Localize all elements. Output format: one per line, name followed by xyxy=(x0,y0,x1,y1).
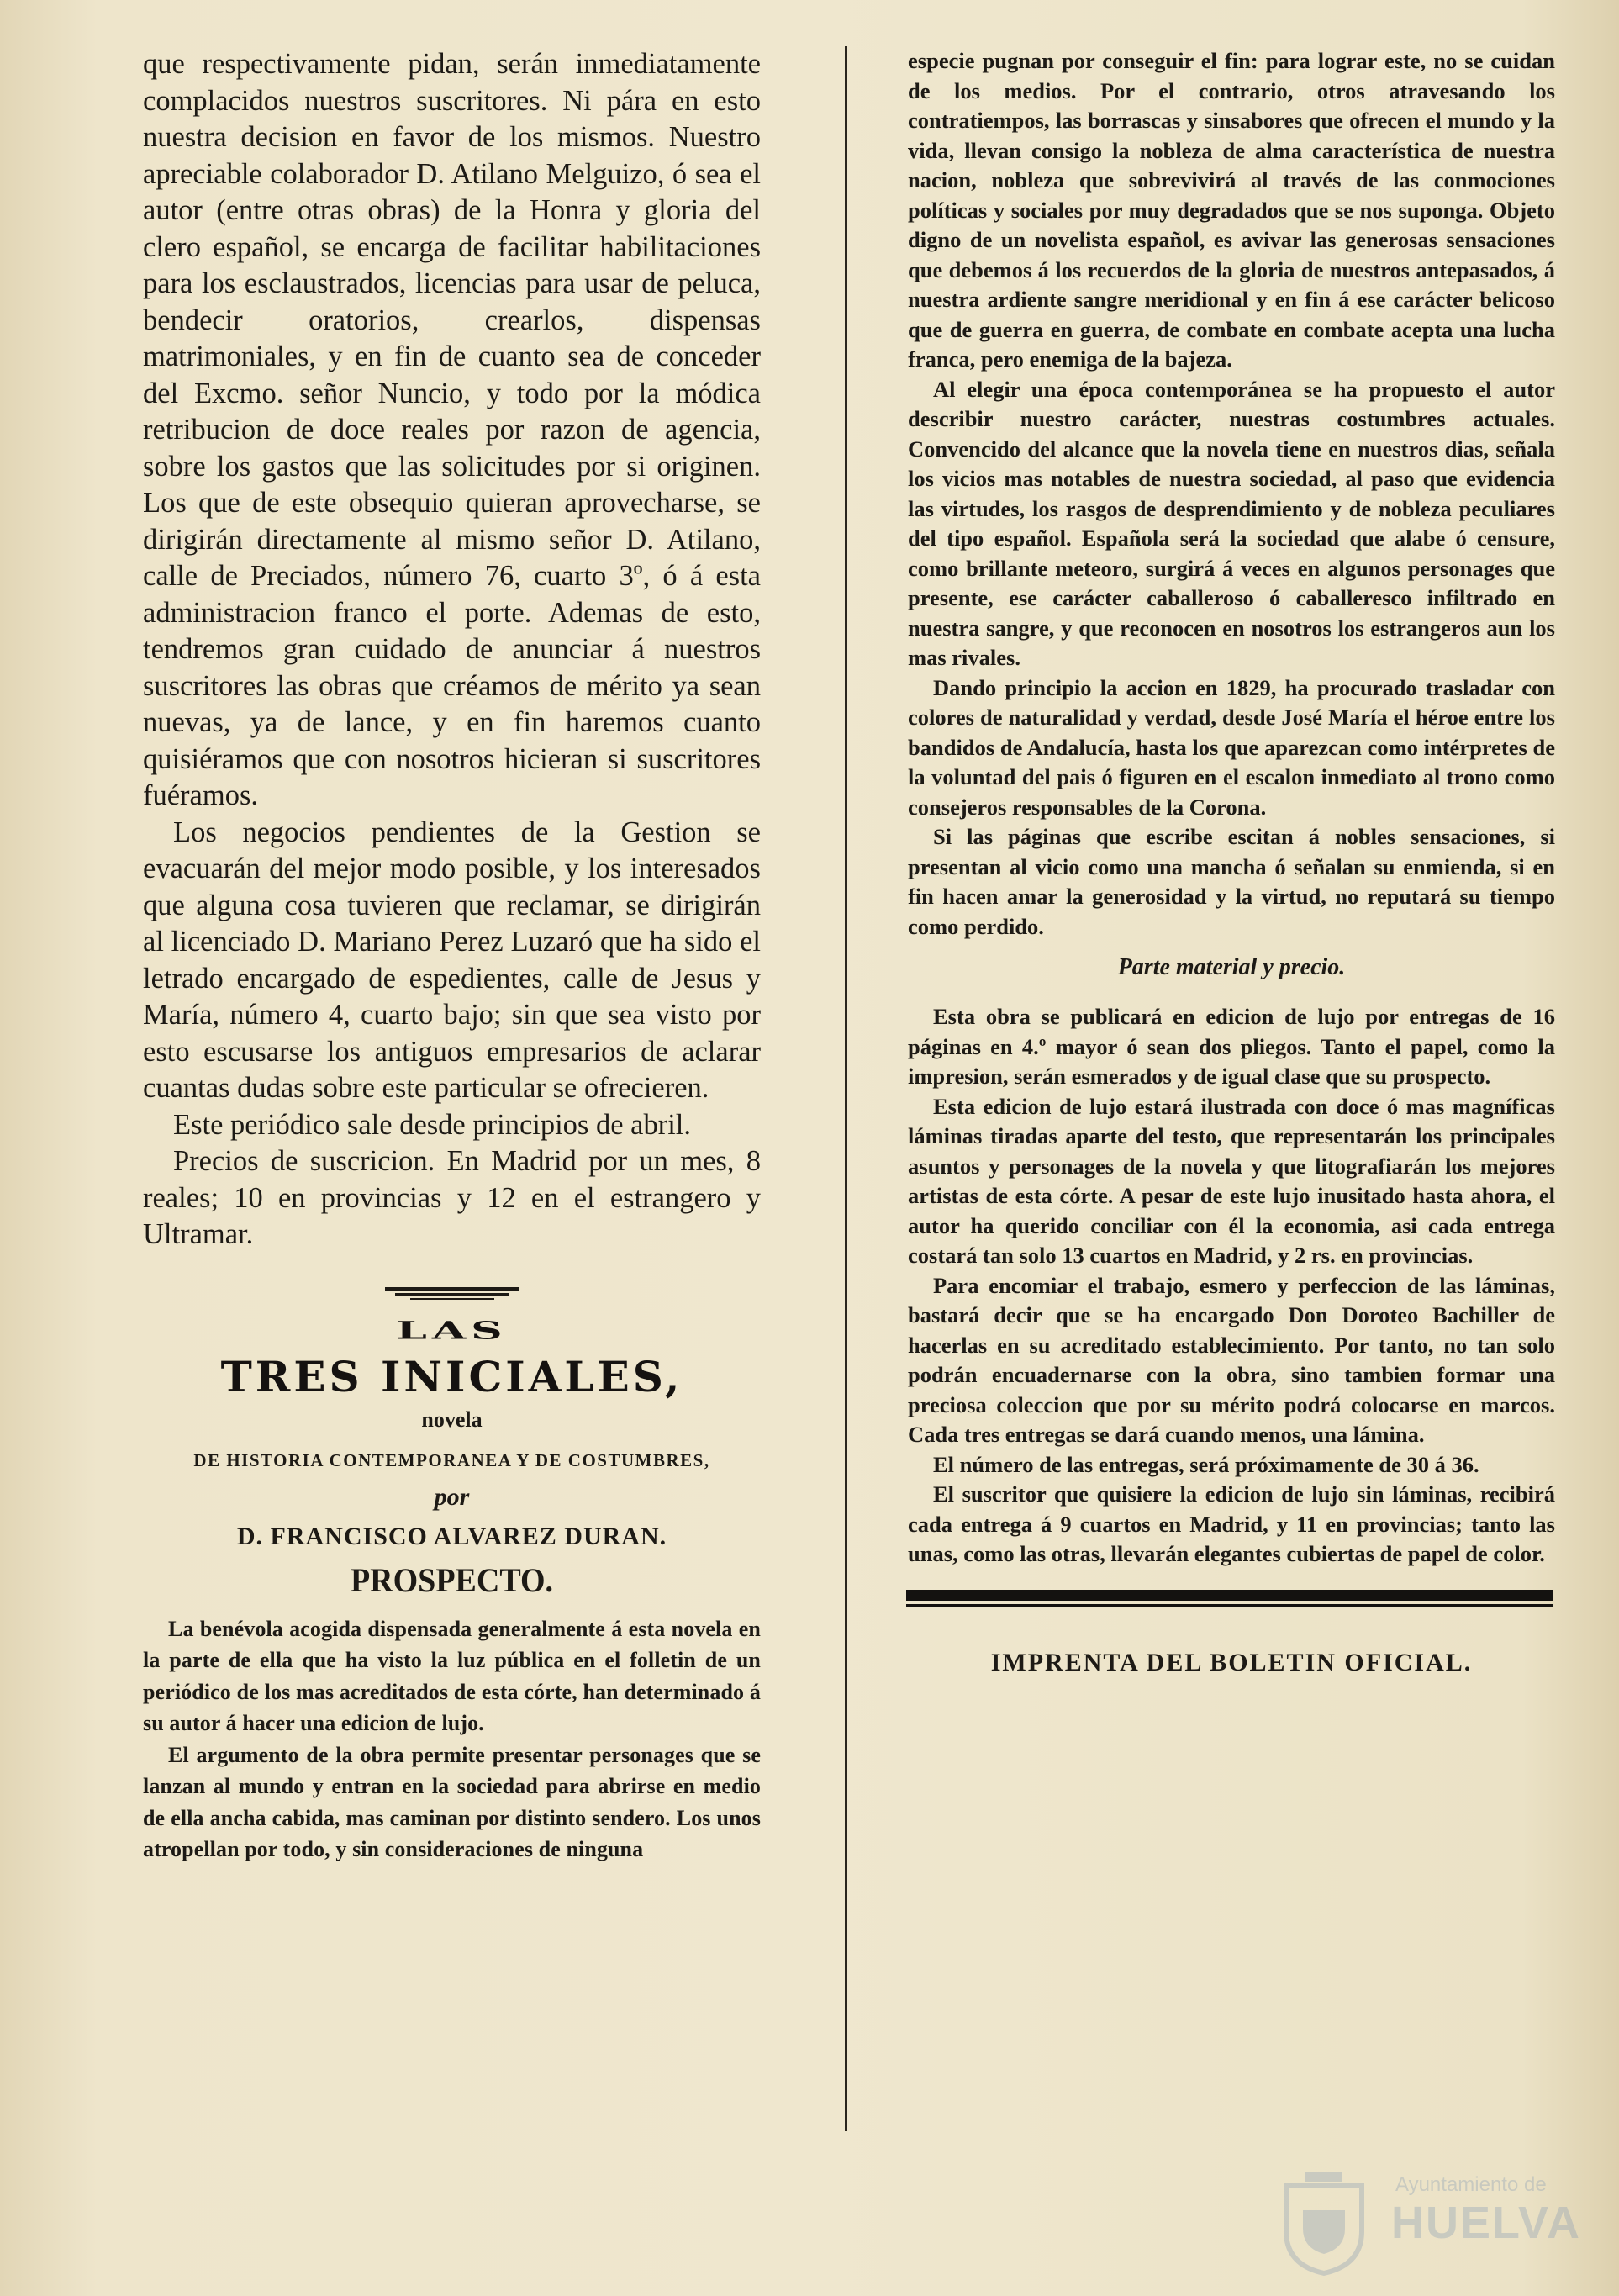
title-por: por xyxy=(434,1482,470,1511)
paragraph: Dando principio la accion en 1829, ha procurado trasladar con colores de naturalidad y verdad, desde José María el héroe entre los bandidos de Andalucía, hasta los que aparezcan como intérpretes de la voluntad del pais ó figuren en el escalon inmediato al trono como consejeros responsables de la Corona. xyxy=(908,674,1555,820)
left-column xyxy=(143,46,761,1866)
paragraph: Para encomiar el trabajo, esmero y perfeccion de las láminas, bastará decir que se ha encargado Don Doroteo Bachiller de hacerlas en su acreditado establecimiento. Por tanto, no tan solo podrán encuadernarse con la obra, sino tambien formar una preciosa coleccion que por su mérito podrá colocarse en marcos. Cada tres entregas se dará cuando menos, una lámina. xyxy=(908,1272,1555,1447)
paragraph: Este periódico sale desde principios de abril. xyxy=(173,1108,692,1141)
column-divider xyxy=(845,46,847,2131)
title-tres-iniciales: TRES INICIALES, xyxy=(220,1351,683,1401)
paragraph: Precios de suscricion. En Madrid por un mes, 8 reales; 10 en provincias y 12 en el estrangero y Ultramar. xyxy=(143,1145,761,1250)
paragraph: El número de las entregas, será próximamente de 30 á 36. xyxy=(933,1451,1479,1477)
paragraph: El suscritor que quisiere la edicion de lujo sin láminas, recibirá cada entrega á 9 cuartos en Madrid, y 11 en provincias; tanto las unas, como las otras, llevarán elegantes cubiertas de papel de color. xyxy=(908,1481,1555,1566)
paragraph: Esta obra se publicará en edicion de lujo por entregas de 16 páginas en 4.º mayor ó sean dos pliegos. Tanto el papel, como la impresion, serán esmerados y de igual clase que su prospecto. xyxy=(908,1004,1555,1089)
ornament-rule xyxy=(385,1284,519,1302)
prospecto-text xyxy=(143,1613,761,1866)
paragraph: Los negocios pendientes de la Gestion se evacuarán del mejor modo posible, y los interesados que alguna cosa tuvieren que reclamar, se dirigirán al licenciado D. Mariano Perez Luzaró que ha sido el letrado encargado de espedientes, calle de Jesus y María, número 4, cuarto bajo; sin que sea visto por esto escusarse los antiguos empresarios de aclarar cuantas dudas sobre este particular se ofrecieren. xyxy=(143,815,761,1104)
paragraph: La benévola acogida dispensada generalmente á esta novela en la parte de ella que ha visto la luz pública en el folletin de un periódico de los mas acreditados de esta córte, han determinado á su autor á hacer una edicion de lujo. xyxy=(143,1616,761,1735)
paragraph: Al elegir una época contemporánea se ha propuesto el autor describir nuestro carácter, nuestras costumbres actuales. Convencido del alcance que la novela tiene en nuestros dias, señala los vicios mas notables de nuestra sociedad, al paso que evidencia las virtudes, los rasgos de desprendimiento y de nobleza peculiares del tipo español. Española será la sociedad que alabe ó censure, como brillante meteoro, surgirá á veces en algunos personages que presente, ese carácter caballeroso ó caballeresco infiltrado en nuestra sangre, y que reconocen en nosotros los estrangeros aun los mas rivales. xyxy=(908,376,1555,670)
title-las: LAS xyxy=(396,1316,508,1344)
right-column xyxy=(908,46,1555,1684)
paragraph: que respectivamente pidan, serán inmediatamente complacidos nuestros suscritores. Ni pára en esto nuestra decision en favor de los mismos. Nuestro apreciable colaborador D. Atilano Melguizo, ó sea el autor (entre otras obras) de la Honra y gloria del clero español, se encarga de facilitar habilitaciones para los esclaustrados, licencias para usar de peluca, bendecir oratorios, crearlos, dispensas matrimoniales, y en fin de cuanto sea de conceder del Excmo. señor Nuncio, y todo por la módica retribucion de doce reales por razon de agencia, sobre los gastos que las solicitudes por si originen. Los que de este obsequio quieran aprovecharse, se dirigirán directamente al mismo señor D. Atilano, calle de Preciados, número 76, cuarto 3º, ó á esta administracion franco el porte. Ademas de esto, tendremos gran cuidado de anunciar á nuestros suscritores las obras que créamos de mérito ya sean nuevas, ya de lance, y en fin haremos cuanto quisiéramos que con nosotros hicieran si suscritores fuéramos. xyxy=(143,48,761,811)
printer-imprint: IMPRENTA DEL BOLETIN OFICIAL. xyxy=(990,1648,1473,1676)
paragraph: El argumento de la obra permite presentar personages que se lanzan al mundo y entran en la sociedad para abrirse en medio de ella ancha cabida, mas caminan por distinto sendero. Los unos atropellan por todo, y sin consideraciones de ninguna xyxy=(143,1742,761,1861)
coat-of-arms-icon xyxy=(1274,2168,1374,2278)
price-section xyxy=(908,1002,1555,1570)
title-author: D. FRANCISCO ALVAREZ DURAN. xyxy=(236,1522,667,1550)
thick-rule xyxy=(906,1590,1553,1601)
title-subtitle: DE HISTORIA CONTEMPORANEA Y DE COSTUMBRES, xyxy=(193,1449,710,1470)
watermark xyxy=(1274,2165,1581,2283)
thin-rule xyxy=(906,1604,1553,1607)
announcement-text xyxy=(143,46,761,1254)
paragraph: Si las páginas que escribe escitan á nobles sensaciones, si presentan al vicio como una mancha ó señalan su enmienda, si en fin hacen amar la generosidad y la virtud, no reputará su tiempo como perdido. xyxy=(908,824,1555,939)
prospecto-continued xyxy=(908,46,1555,942)
title-prospecto: PROSPECTO. xyxy=(350,1560,554,1599)
watermark-line-1: Ayuntamiento de xyxy=(1395,2173,1547,2196)
watermark-line-2: HUELVA xyxy=(1391,2198,1581,2248)
paragraph: especie pugnan por conseguir el fin: para lograr este, no se cuidan de los medios. Por el contrario, otros atravesando los contratiempos, las borrascas y sinsabores que ofrecen el mundo y la vida, llevan consigo la nobleza de alma característica de nuestra nacion, nobleza que sobrevivirá al través de las conmociones políticas y sociales por muy degradados que se nos suponga. Objeto digno de un novelista español, es avivar las generosas sensaciones que debemos á los recuerdos de la gloria de nuestros antepasados, á nuestra ardiente sangre meridional y en fin á ese carácter belicoso que de guerra en guerra, de combate en combate acepta una lucha franca, pero enemiga de la bajeza. xyxy=(908,48,1555,372)
title-novela: novela xyxy=(421,1407,483,1432)
section-heading: Parte material y precio. xyxy=(1117,954,1346,980)
paragraph: Esta edicion de lujo estará ilustrada con doce ó mas magníficas láminas tiradas aparte del testo, que representarán los principales asuntos y personages de la novela y que litografiarán los mejores artistas de esta córte. A pesar de este lujo inusitado hasta ahora, el autor ha querido conciliar con él la economia, asi cada entrega costará tan solo 13 cuartos en Madrid, y 2 rs. en provincias. xyxy=(908,1093,1555,1268)
